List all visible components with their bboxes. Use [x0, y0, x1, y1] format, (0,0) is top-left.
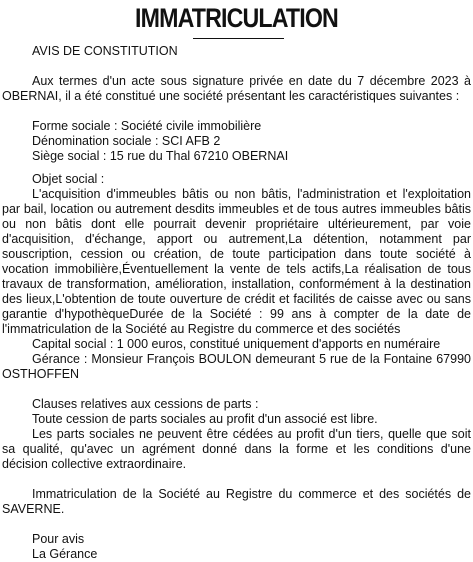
objet-label: Objet social : — [32, 172, 105, 186]
clauses-label: Clauses relatives aux cessions de parts : — [32, 397, 259, 411]
forme-sociale: Forme sociale : Société civile immobilière — [32, 119, 262, 133]
notice-body — [2, 44, 471, 562]
notice-title: IMMATRICULATION — [135, 3, 338, 33]
clauses-free-transfer: Toute cession de parts sociales au profit d'un associé est libre. — [32, 412, 378, 426]
notice-header — [2, 0, 471, 44]
signature: La Gérance — [32, 547, 98, 561]
siege-social: Siège social : 15 rue du Thal 67210 OBERNAI — [32, 149, 289, 163]
title-underline — [193, 38, 284, 39]
pour-avis: Pour avis — [32, 532, 85, 546]
intro-paragraph: Aux termes d'un acte sous signature privée en date du 7 décembre 2023 à OBERNAI, il a été constitué une société présentant les caractéristiques suivantes : — [2, 74, 471, 103]
denomination-sociale: Dénomination sociale : SCI AFB 2 — [32, 134, 221, 148]
notice-heading: AVIS DE CONSTITUTION — [32, 44, 178, 58]
clauses-agreement: Les parts sociales ne peuvent être cédées au profit d'un tiers, quelle que soit sa qualité, qu'avec un agrément donné dans la forme et les conditions d'une décision collective extraordinaire. — [2, 427, 471, 471]
gerance: Gérance : Monsieur François BOULON demeurant 5 rue de la Fontaine 67990 OSTHOFFEN — [2, 352, 471, 381]
capital-social: Capital social : 1 000 euros, constitué uniquement d'apports en numéraire — [32, 337, 441, 351]
immatriculation-paragraph: Immatriculation de la Société au Registre du commerce et des sociétés de SAVERNE. — [2, 487, 471, 516]
objet-paragraph: L'acquisition d'immeubles bâtis ou non bâtis, l'administration et l'exploitation par bail, location ou autrement desdits immeubles et de tous autres immeubles bâtis ou non bâtis dont elle pourrait devenir propriétaire ultérieurement, par voie d'acquisition, d'échange, apport ou autrement,La détention, notamment par souscription, cession ou création, de toute participation dans toute société à vocation immobilière,Éventuellement la vente de tels actifs,La réalisation de tous travaux de transformation, amélioration, installation, conformément à la destination des lieux,L'obtention de toute ouverture de crédit et facilités de caisse avec ou sans garantie d'hypothèqueDurée de la Société : 99 ans à compter de la date de l'immatriculation de la Société au Registre du commerce et des sociétés — [2, 187, 471, 336]
